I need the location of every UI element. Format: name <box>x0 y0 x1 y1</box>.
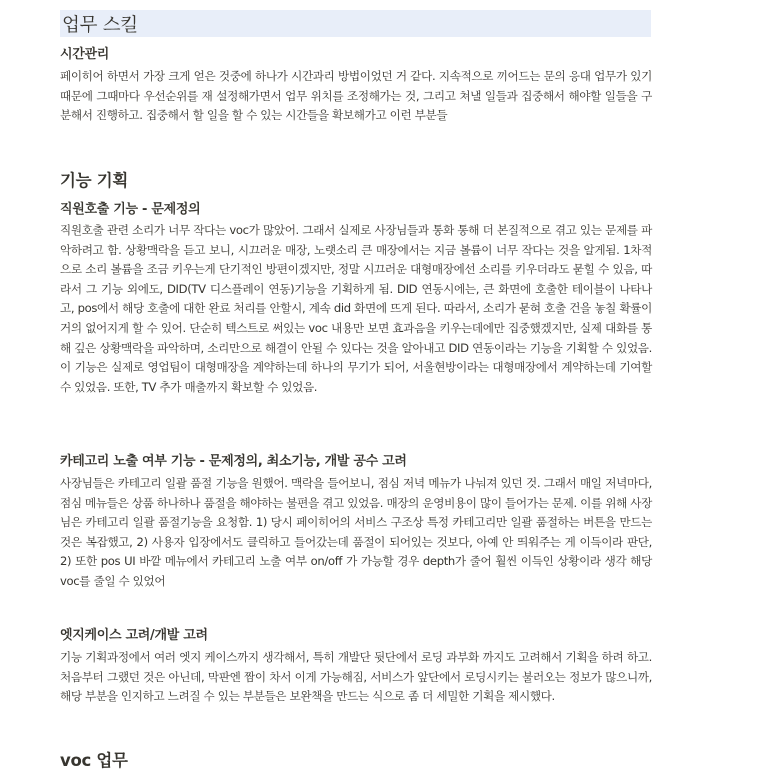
category-title: 카테고리 노출 여부 기능 - 문제정의, 최소기능, 개발 공수 고려 <box>60 454 407 469</box>
edge-case-section <box>60 624 652 643</box>
staff-call-body: 직원호출 관련 소리가 너무 작다는 voc가 많았어. 그래서 실제로 사장님들과 통화 통해 더 본질적으로 겪고 있는 문제를 파악하려고 함. 상황맥락을 듣고 보니, 시끄러운 매장, 노랫소리 큰 매장에서는 지금 볼륨이 너무 작다는 것을 알게됨. 1차적으로 소리 볼륨을 조금 키우는게 단기적인 방편이겠지만, 정말 시끄러운 대형매장에선 소리를 키우더라도 묻힐 수 있음, 따라서 그 기능 외에도, DID(TV 디스플레이 연동)기능을 기획하게 됨. DID 연동시에는, 큰 화면에 호출한 테이블이 나타나고, pos에서 해당 호출에 대한 완료 처리를 안할시, 계속 did 화면에 뜨게 된다. 따라서, 소리가 묻혀 호출 건을 놓칠 확률이 거의 없어지게 할 수 있어. 단순히 텍스트로 써있는 voc 내용만 보면 효과음을 키우는데에만 집중했겠지만, 실제 대화를 통해 깊은 상황맥락을 파악하며, 소리만으로 해결이 안될 수 있다는 것을 알아내고 DID 연동이라는 기능을 기획할 수 있었음. 이 기능은 실제로 영업팀이 대형매장을 계약하는데 하나의 무기가 되어, 서울현방이라는 대형매장에서 계약하는데 기여할 수 있었음. 또한, TV 추가 매출까지 확보할 수 있었음. <box>60 223 652 394</box>
staff-call-section <box>60 198 652 217</box>
category-section <box>60 450 652 469</box>
voc-heading-block <box>60 747 652 771</box>
time-management-title: 시간관리 <box>60 47 110 62</box>
work-skills-heading: 업무 스킬 <box>62 14 138 36</box>
time-management-section <box>60 43 652 62</box>
document-page <box>60 10 652 770</box>
voc-heading: voc 업무 <box>60 751 128 770</box>
time-management-body-block <box>60 67 652 126</box>
edge-case-body: 기능 기획과정에서 여러 엣지 케이스까지 생각해서, 특히 개발단 뒷단에서 로딩 과부화 까지도 고려해서 기획을 하려 하고. 처음부터 그랬던 것은 아닌데, 막판엔 짬이 차서 이게 가능해짐, 서비스가 앞단에서 로딩시키는 불러오는 정보가 많으니까, 해당 부분을 인지하고 느려질 수 있는 부분들은 보완책을 만드는 식으로 좀 더 세밀한 기획을 제시했다. <box>60 650 652 704</box>
staff-call-title: 직원호출 기능 - 문제정의 <box>60 202 201 217</box>
time-management-body: 페이히어 하면서 가장 크게 얻은 것중에 하나가 시간과리 방법이었던 거 같다. 지속적으로 끼어드는 문의 응대 업무가 있기 때문에 그때마다 우선순위를 재 설정해가면서 업무 위치를 조정해가는 것, 그리고 쳐낼 일들과 집중해서 해야할 일들을 구분해서 진행하고. 집중해서 할 일을 할 수 있는 시간들을 확보해가고 이런 부분들 <box>60 69 652 123</box>
staff-call-body-block <box>60 221 652 397</box>
edge-case-title: 엣지케이스 고려/개발 고려 <box>60 628 208 643</box>
edge-case-body-block <box>60 648 652 707</box>
category-body: 사장님들은 카테고리 일괄 품절 기능을 원했어. 맥락을 들어보니, 점심 저녁 메뉴가 나눠져 있던 것. 그래서 매일 저녁마다, 점심 메뉴들은 상품 하나하나 품절을 해야하는 불편을 겪고 있었음. 매장의 운영비용이 많이 들어가는 문제. 이를 위해 사장님은 카테고리 일괄 품절기능을 요청함. 1) 당시 페이히어의 서비스 구조상 특정 카테고리만 일괄 품절하는 버튼을 만드는 것은 복잡했고, 2) 사용자 입장에서도 클릭하고 들어갔는데 품절이 되어있는 것보다, 아예 안 띄워주는 게 이득이라 판단, 2) 또한 pos UI 바깥 메뉴에서 카테고리 노출 여부 on/off 가 가능할 경우 depth가 줄어 훨씬 이득인 상황이라 생각 해당 voc를 줄일 수 있었어 <box>60 476 652 588</box>
feature-planning-heading-block <box>60 167 652 191</box>
work-skills-heading-block <box>60 10 651 37</box>
feature-planning-heading: 기능 기획 <box>60 171 129 190</box>
category-body-block <box>60 474 652 592</box>
